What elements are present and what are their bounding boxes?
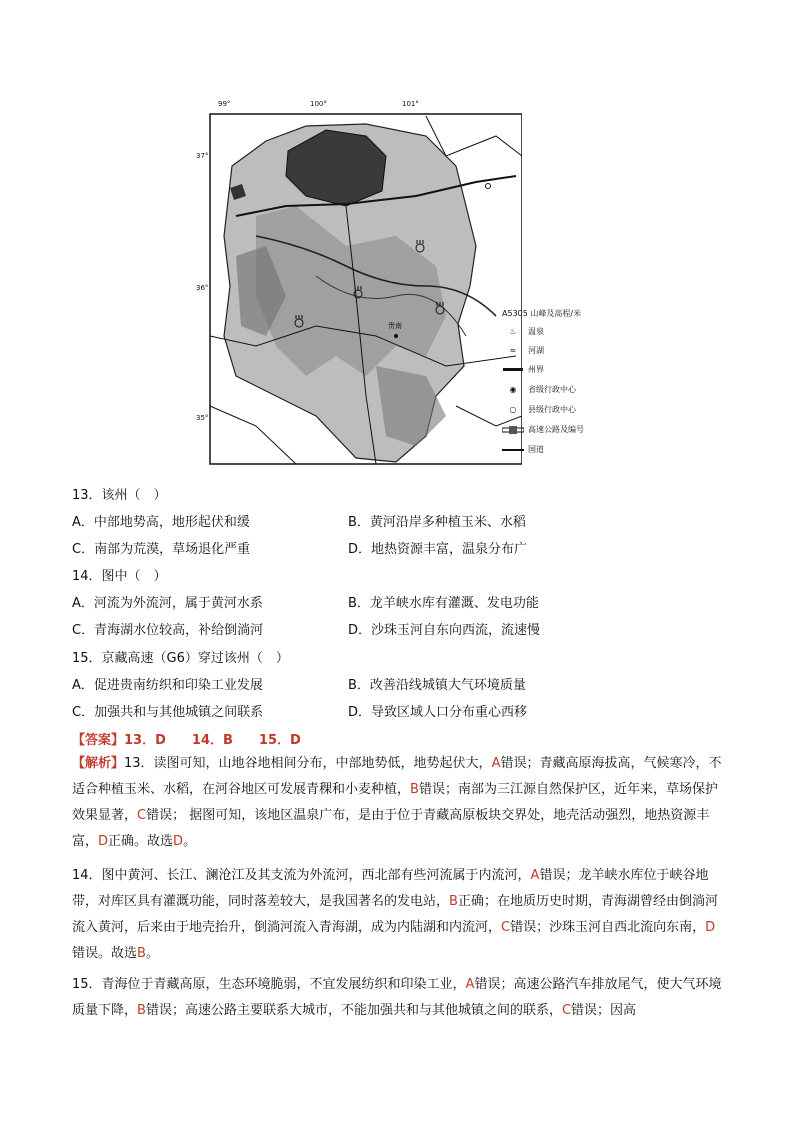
legend-label: 国道: [528, 445, 544, 454]
q13-option-a: A．中部地势高，地形起伏和缓: [72, 515, 250, 530]
legend-item-peak: [502, 310, 581, 318]
lon-label-99: 99°: [218, 100, 231, 108]
legend-label: 州界: [528, 365, 544, 374]
analysis-text: 错误；龙羊峡水库位于峡谷地带，对库区具有灌溉功能，同时落差较大，是我国著名的发电站，: [72, 868, 709, 909]
analysis-text: 15．青海位于青藏高原，生态环境脆弱，不宜发展纺织和印染工业，: [72, 977, 466, 992]
legend-item-county: [502, 406, 576, 414]
q14-option-a: A．河流为外流河，属于黄河水系: [72, 596, 263, 611]
legend-item-hot-spring: [502, 328, 544, 336]
q14-option-c: C．青海湖水位较高，补给倒淌河: [72, 623, 264, 638]
analysis-text: 正确；在地质历史时期，青海湖曾经由倒淌河流入黄河，后来由于地壳抬升，倒淌河流入青海湖，成为内陆湖和内流河，: [72, 894, 718, 935]
analysis-text: 正确。故选: [108, 834, 174, 849]
option-letter: D: [705, 920, 716, 935]
prefecture-border-icon: [502, 368, 524, 372]
analysis-text: 。: [183, 834, 197, 849]
legend-item-border: [502, 366, 544, 374]
lat-label-36: 36°: [196, 284, 209, 292]
analysis-text: 错误；沙珠玉河自西北流向东南，: [510, 920, 706, 935]
analysis-text: 错误；青藏高原海拔高，气候寒冷，不适合种植玉米、水稻，在河谷地区可发展青稞和小麦种植，: [72, 756, 722, 797]
lon-label-100: 100°: [310, 100, 327, 108]
q15-option-a: A．促进贵南纺织和印染工业发展: [72, 678, 263, 693]
option-letter: D: [173, 834, 184, 849]
option-letter: B: [410, 782, 419, 797]
analysis-text: 错误；高速公路汽车排放尾气，使大气环境质量下降，: [72, 977, 722, 1018]
analysis-text: 错误。故选: [72, 946, 138, 961]
legend-label: 河湖: [528, 346, 544, 355]
analysis-text: 错误；南部为三江源自然保护区，近年来，草场保护效果显著，: [72, 782, 718, 823]
lat-label-37: 37°: [196, 152, 209, 160]
legend-item-national-road: [502, 446, 544, 454]
analysis-15: [72, 972, 724, 1024]
option-letter: C: [501, 920, 511, 935]
answer-text: 13．D 14．B 15．D: [124, 733, 301, 748]
legend-item-provincial: [502, 386, 576, 394]
answer-tag: 【答案】: [72, 733, 125, 748]
q15-option-c: C．加强共和与其他城镇之间联系: [72, 705, 264, 720]
q14-option-b: B．龙羊峡水库有灌溉、发电功能: [348, 596, 539, 611]
analysis-text: 。: [145, 946, 159, 961]
lon-label-101: 101°: [402, 100, 419, 108]
q15-option-d: D．导致区域人口分布重心西移: [348, 705, 528, 720]
analysis-text: 错误；因高: [571, 1003, 637, 1018]
analysis-text: 14．图中黄河、长江、澜沧江及其支流为外流河，西北部有些河流属于内流河，: [72, 868, 531, 883]
analysis-text: 13．读图可知，山地谷地相间分布，中部地势低，地势起伏大，: [124, 756, 492, 771]
option-letter: B: [137, 946, 146, 961]
option-letter: A: [530, 868, 540, 883]
topographic-map: [196, 96, 522, 468]
option-letter: D: [98, 834, 109, 849]
option-letter: A: [465, 977, 475, 992]
analysis-text: 错误；高速公路主要联系大城市，不能加强共和与其他城镇之间的联系，: [145, 1003, 562, 1018]
option-letter: B: [137, 1003, 146, 1018]
q13-option-b: B．黄河沿岸多种植玉米、水稻: [348, 515, 526, 530]
legend-label: 温泉: [528, 327, 544, 336]
hot-spring-icon: ♨: [509, 327, 517, 336]
option-letter: B: [449, 894, 458, 909]
lat-label-35: 35°: [196, 414, 209, 422]
question-14-stem: 14．图中（ ）: [72, 569, 167, 584]
q13-option-d: D．地热资源丰富，温泉分布广: [348, 542, 528, 557]
legend-label: 县级行政中心: [528, 405, 576, 414]
legend-label: 省级行政中心: [528, 385, 576, 394]
lake-icon: ≈: [509, 346, 517, 355]
q13-option-c: C．南部为荒漠，草场退化严重: [72, 542, 251, 557]
option-letter: C: [137, 808, 147, 823]
legend-label: 高速公路及编号: [528, 425, 584, 434]
national-road-icon: [502, 449, 524, 452]
analysis-13: [72, 751, 724, 855]
answer-line: [72, 729, 301, 748]
analysis-text: 错误； 据图可知，该地区温泉广布，是由于位于青藏高原板块交界处，地壳活动强烈，地热资源丰富，: [72, 808, 710, 849]
option-letter: A: [491, 756, 501, 771]
map-graphic: [196, 96, 522, 468]
question-15-stem: 15．京藏高速（G6）穿过该州（ ）: [72, 651, 289, 666]
analysis-14: [72, 863, 724, 967]
legend-item-lake: [502, 347, 544, 355]
question-13-stem: 13．该州（ ）: [72, 488, 167, 503]
analysis-tag: 【解析】: [72, 756, 125, 771]
county-center-icon: [394, 334, 398, 338]
legend-label: A5305 山峰及高程/米: [502, 309, 582, 318]
option-letter: C: [561, 1003, 572, 1018]
place-label-guinan: 贵南: [388, 322, 402, 330]
q15-option-b: B．改善沿线城镇大气环境质量: [348, 678, 526, 693]
q14-option-d: D．沙珠玉河自东向西流，流速慢: [348, 623, 541, 638]
legend-item-expressway: [502, 426, 584, 434]
expressway-icon: [502, 426, 524, 434]
county-center-icon: ○: [509, 405, 517, 414]
provincial-center-icon: ◉: [509, 385, 517, 394]
